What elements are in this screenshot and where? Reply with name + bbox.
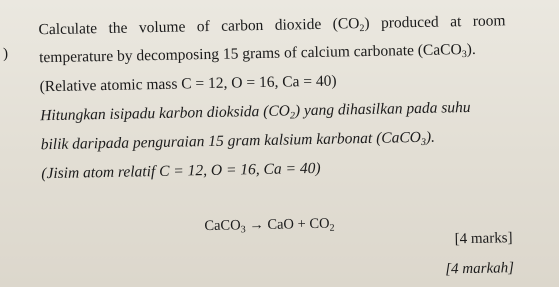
word: the <box>108 19 128 37</box>
word: carbon <box>221 16 264 35</box>
chemical-equation: CaCO$_3$ → CaO + $CO_2$ <box>204 215 335 236</box>
english-line-2: temperature by decomposing 15 grams of calcium carbonate (CaCO$_3$). <box>38 40 476 67</box>
chemical-formula-co2: $(CO_2)$ <box>332 14 370 35</box>
word: of <box>196 17 210 36</box>
marks-malay: [4 markah] <box>445 260 515 278</box>
malay-line-2: bilik daripada penguraian 15 gram kalsium karbonat (CaCO$_3$). <box>40 128 436 154</box>
word: room <box>472 12 506 30</box>
arrow-icon: → <box>249 216 264 234</box>
marks-english: [4 marks] <box>454 230 513 248</box>
word: dioxide <box>274 15 322 34</box>
word: at <box>449 13 462 31</box>
malay-relative-atomic-mass: (Jisim atom relatif C = 12, O = 16, Ca = 40) <box>41 159 321 183</box>
english-line-1 <box>38 12 505 39</box>
word: produced <box>380 13 439 32</box>
english-relative-atomic-mass: (Relative atomic mass C = 12, O = 16, Ca = 40) <box>39 72 337 96</box>
word: Calculate <box>38 20 98 39</box>
word: volume <box>138 18 186 37</box>
question-number-paren: ) <box>2 45 9 62</box>
malay-line-1: Hitungkan isipadu karbon dioksida $(CO_2)$ yang dihasilkan pada suhu <box>40 98 471 125</box>
